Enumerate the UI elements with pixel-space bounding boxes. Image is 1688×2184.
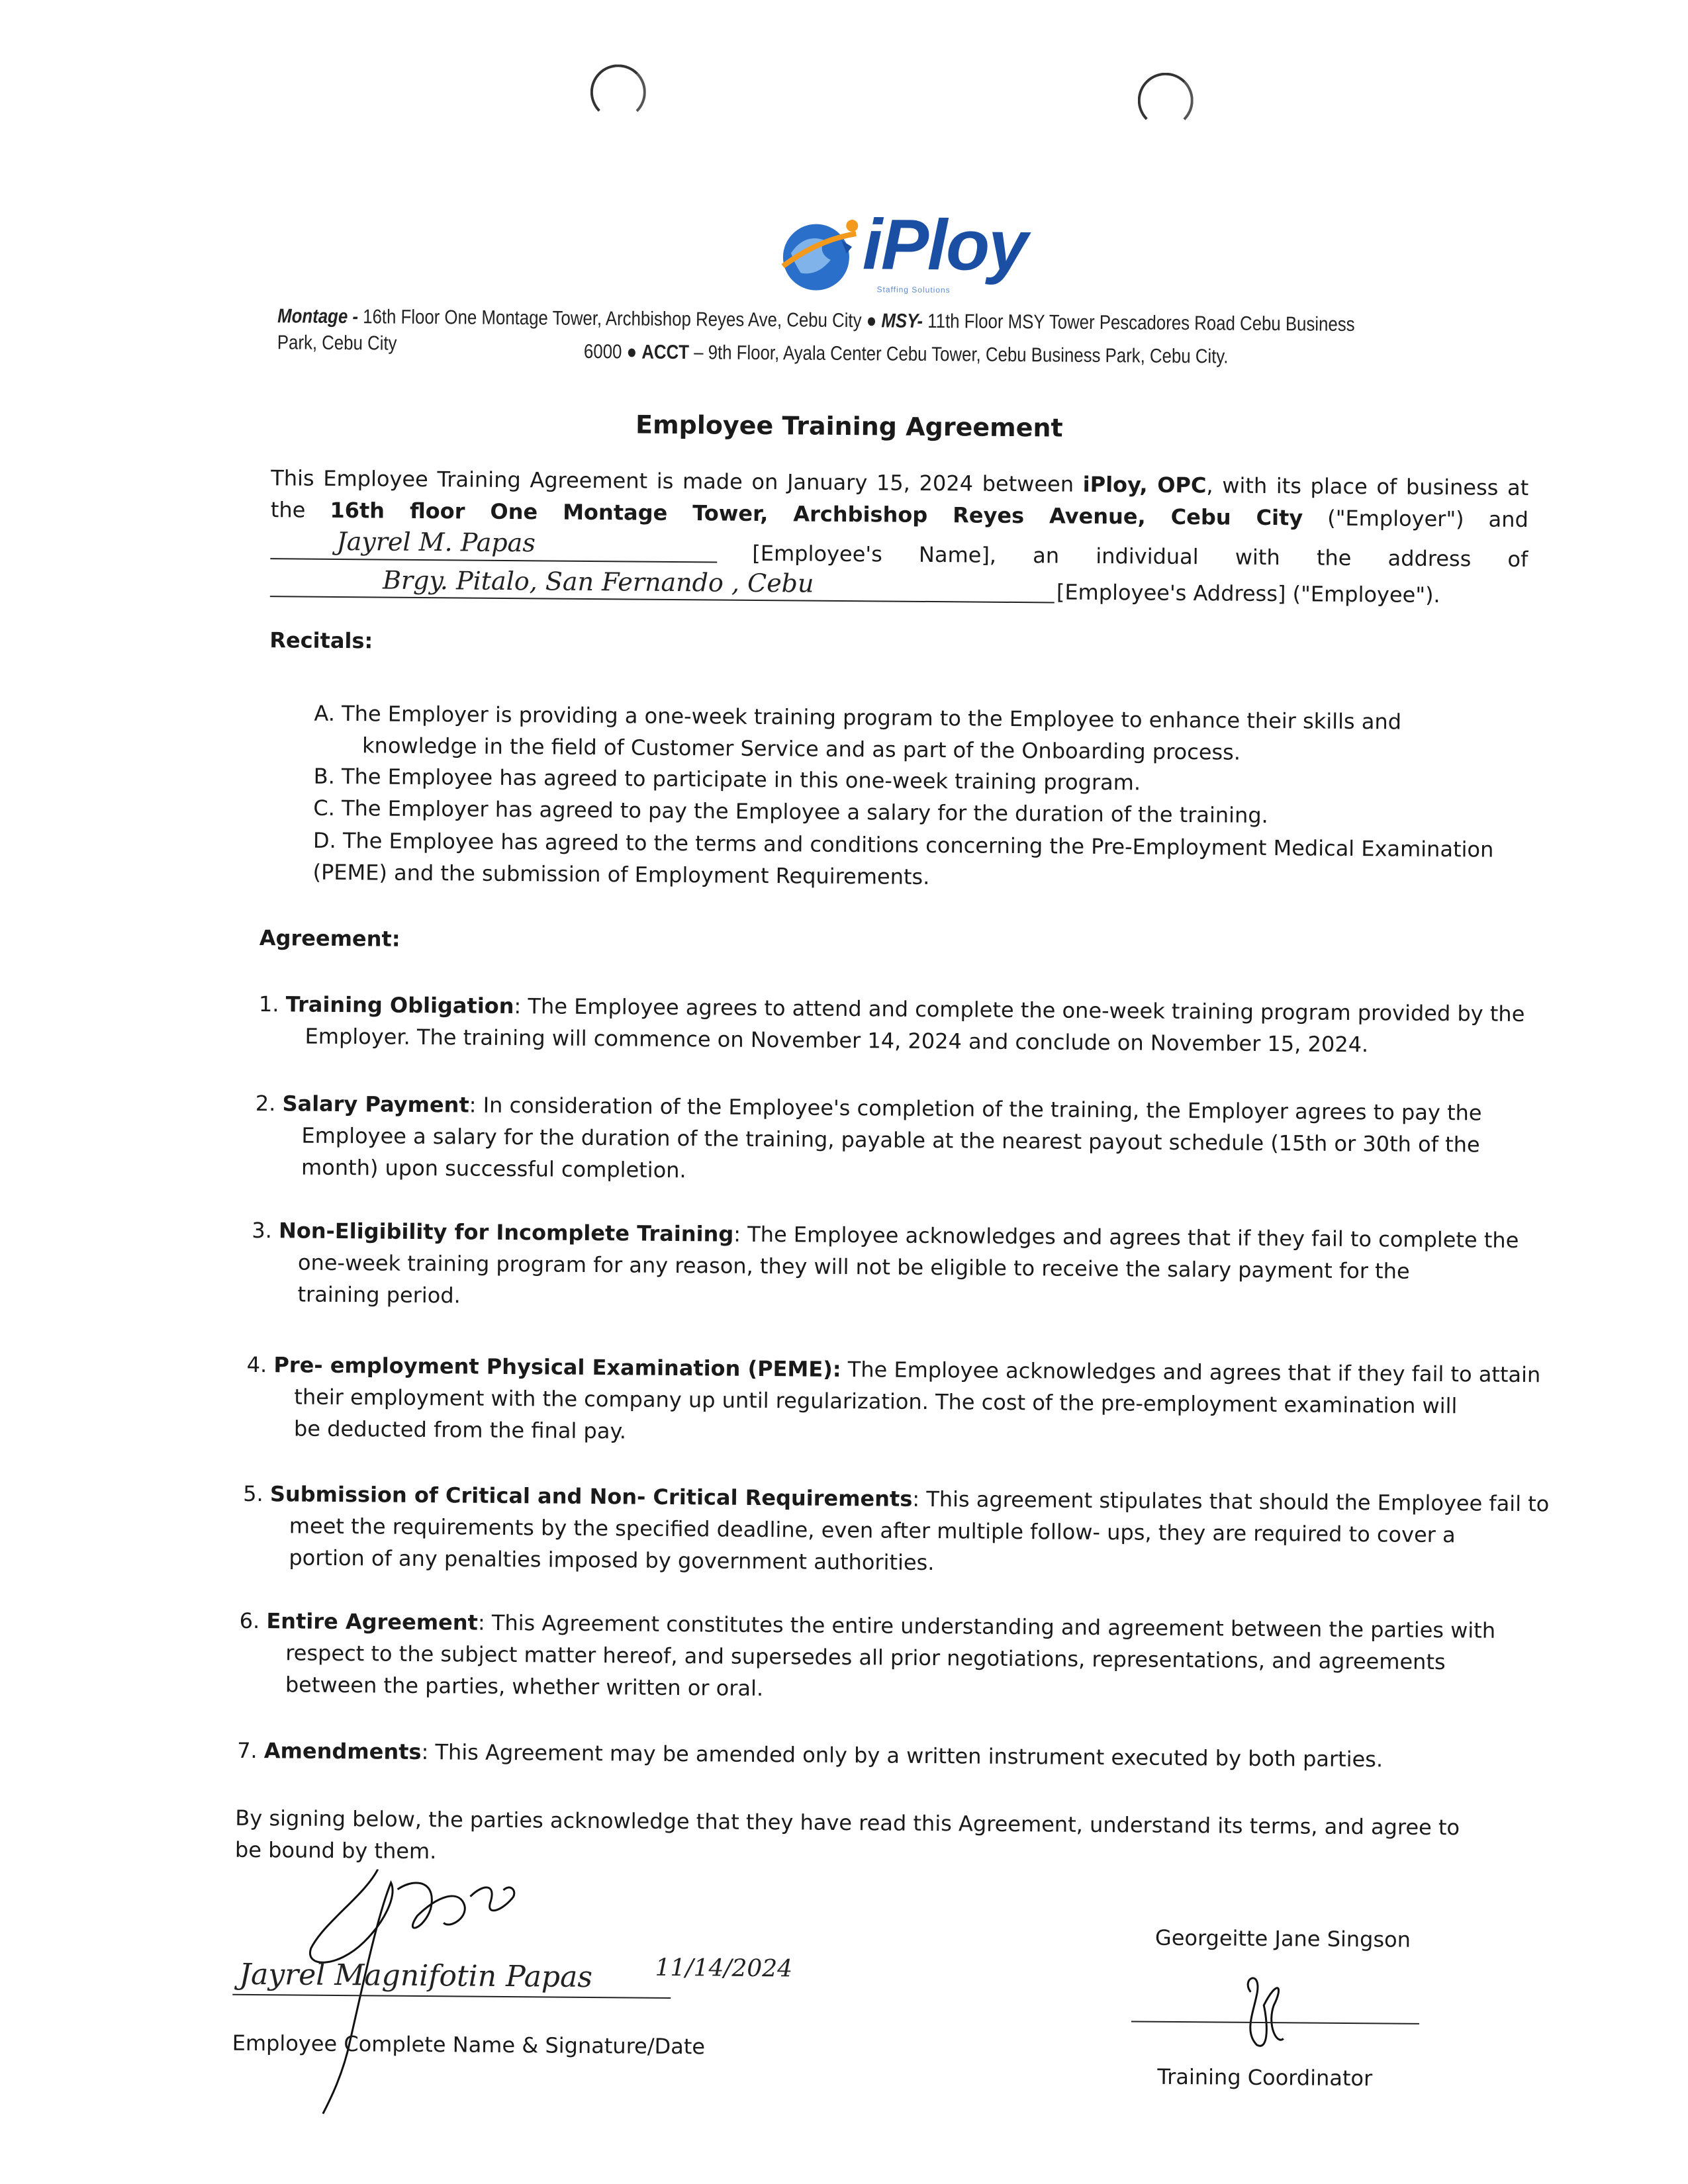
logo-wordmark: iPloy [862,204,1027,286]
clause-7: 7. Amendments: This Agreement may be amended only by a written instrument executed by both parties. [237,1737,1383,1772]
clause-text: : This agreement stipulates that should the Employee fail to [912,1486,1550,1517]
closing-text: be bound by them. [234,1837,437,1864]
recital-c: C. The Employer has agreed to pay the Employee a salary for the duration of the training. [313,795,1268,829]
agreement-heading: Agreement: [259,925,400,952]
employee-address-blank [270,596,1055,603]
clause-text: : The Employee agrees to attend and complete the one-week training program provided by the [514,993,1525,1027]
recital-a: A. The Employer is providing a one-week training program to the Employee to enhance their skills and [314,700,1402,735]
clause-text: training period. [297,1281,461,1308]
clause-3: 3. Non-Eligibility for Incomplete Training: The Employee acknowledges and agrees that if they fail to complete the [252,1217,1519,1253]
intro-text: the [270,497,306,523]
employee-signature-caption: Employee Complete Name & Signature/Date [232,2030,706,2060]
clause-4: 4. Pre- employment Physical Examination (PEME): The Employee acknowledges and agrees that if they fail to attain [246,1351,1541,1388]
clause-title: Submission of Critical and Non- Critical Requirements [269,1481,913,1512]
employee-name-handwritten: Jayrel M. Papas [336,526,536,558]
clause-text: respect to the subject matter hereof, and supersedes all prior negotiations, representations, and agreements [285,1640,1446,1675]
clause-title: Training Obligation [285,991,514,1019]
intro-text: This Employee Training Agreement is made on January 15, 2024 between [271,465,1074,497]
intro-text: , with its place of business at [1206,473,1529,501]
coordinator-name: Georgeitte Jane Singson [1154,1925,1411,1952]
punch-hole [1137,72,1194,128]
clause-text: one-week training program for any reason, they will not be eligible to receive the salary payment for the [297,1250,1410,1284]
intro-text: [Employee's Address] ("Employee"). [1056,579,1440,608]
intro-text: [Employee's Name], an individual with the address of [752,540,1528,572]
document-title: Employee Training Agreement [635,410,1063,443]
logo-tagline: Staffing Solutions [876,285,951,295]
clause-text: their employment with the company up until regularization. The cost of the pre-employment examination will [294,1384,1458,1419]
employee-name-handwritten: Jayrel Magnifotin Papas [239,1957,593,1995]
recital-d-cont: (PEME) and the submission of Employment Requirements. [312,859,930,890]
clause-6: 6. Entire Agreement: This Agreement constitutes the entire understanding and agreement between the parties with [239,1608,1496,1643]
address-text: 16th Floor One Montage Tower, Archbishop Reyes Ave, Cebu City ● [363,306,877,332]
clause-text: : This Agreement constitutes the entire understanding and agreement between the parties with [477,1610,1496,1643]
recital-a-cont: knowledge in the field of Customer Service and as part of the Onboarding process. [361,733,1241,765]
coordinator-caption: Training Coordinator [1157,2064,1373,2091]
clause-title: Entire Agreement [266,1608,479,1635]
address-label: MSY- [881,310,923,332]
employer-address: 16th floor One Montage Tower, Archbishop Reyes Avenue, Cebu City [330,497,1303,531]
clause-text: be deducted from the final pay. [293,1416,627,1444]
clause-text: month) upon successful completion. [301,1154,686,1183]
clause-1: 1. Training Obligation: The Employee agrees to attend and complete the one-week training program provided by the [258,991,1525,1027]
recitals-heading: Recitals: [269,627,373,654]
clause-text: Employee a salary for the duration of the training, payable at the nearest payout schedule (15th or 30th of the [301,1122,1480,1158]
address-text: 6000 ● [583,340,637,363]
clause-text: : This Agreement may be amended only by a written instrument executed by both parties. [421,1739,1383,1772]
clause-text: portion of any penalties imposed by government authorities. [289,1545,935,1576]
employee-name-blank [270,558,717,563]
address-label: ACCT [641,341,690,364]
clause-text: : In consideration of the Employee's completion of the training, the Employer agrees to pay the [469,1092,1482,1126]
address-text: – 9th Floor, Ayala Center Cebu Tower, Cebu Business Park, Cebu City. [694,341,1229,368]
employee-address-handwritten: Brgy. Pitalo, San Fernando , Cebu [382,565,814,598]
company-logo [777,204,1043,309]
clause-title: Pre- employment Physical Examination (PEME): [273,1352,841,1382]
address-label: Montage - [277,305,359,328]
clause-5: 5. Submission of Critical and Non- Critical Requirements: This agreement stipulates that should the Employee fail to [243,1480,1550,1517]
coordinator-signature [1237,1966,1297,2059]
clause-title: Salary Payment [282,1091,469,1118]
intro-text: ("Employer") and [1327,505,1528,533]
clause-title: Amendments [263,1738,422,1765]
globe-icon [777,213,861,296]
clause-text: Employer. The training will commence on November 14, 2024 and conclude on November 15, 2024. [305,1023,1369,1058]
clause-text: : The Employee acknowledges and agrees that if they fail to complete the [733,1221,1519,1253]
clause-2: 2. Salary Payment: In consideration of the Employee's completion of the training, the Employer agrees to pay the [255,1091,1482,1126]
punch-hole [590,64,647,120]
employer-name: iPloy, OPC [1082,471,1207,498]
clause-text: between the parties, whether written or oral. [285,1672,764,1702]
recital-b: B. The Employee has agreed to participate in this one-week training program. [313,763,1141,796]
closing-text: By signing below, the parties acknowledge that they have read this Agreement, understand its terms, and agree to [235,1805,1460,1841]
clause-text: meet the requirements by the specified deadline, even after multiple follow- ups, they are required to cover a [289,1513,1456,1548]
employee-date-handwritten: 11/14/2024 [655,1954,793,1983]
recital-d: D. The Employee has agreed to the terms and conditions concerning the Pre-Employment Medical Examination [312,827,1494,862]
intro-line [752,537,1528,575]
address-text: 11th Floor MSY Tower Pescadores Road Cebu Business Park, Cebu City [277,310,1355,355]
clause-title: Non-Eligibility for Incomplete Training [278,1218,734,1247]
clause-text: The Employee acknowledges and agrees that if they fail to attain [841,1356,1541,1388]
